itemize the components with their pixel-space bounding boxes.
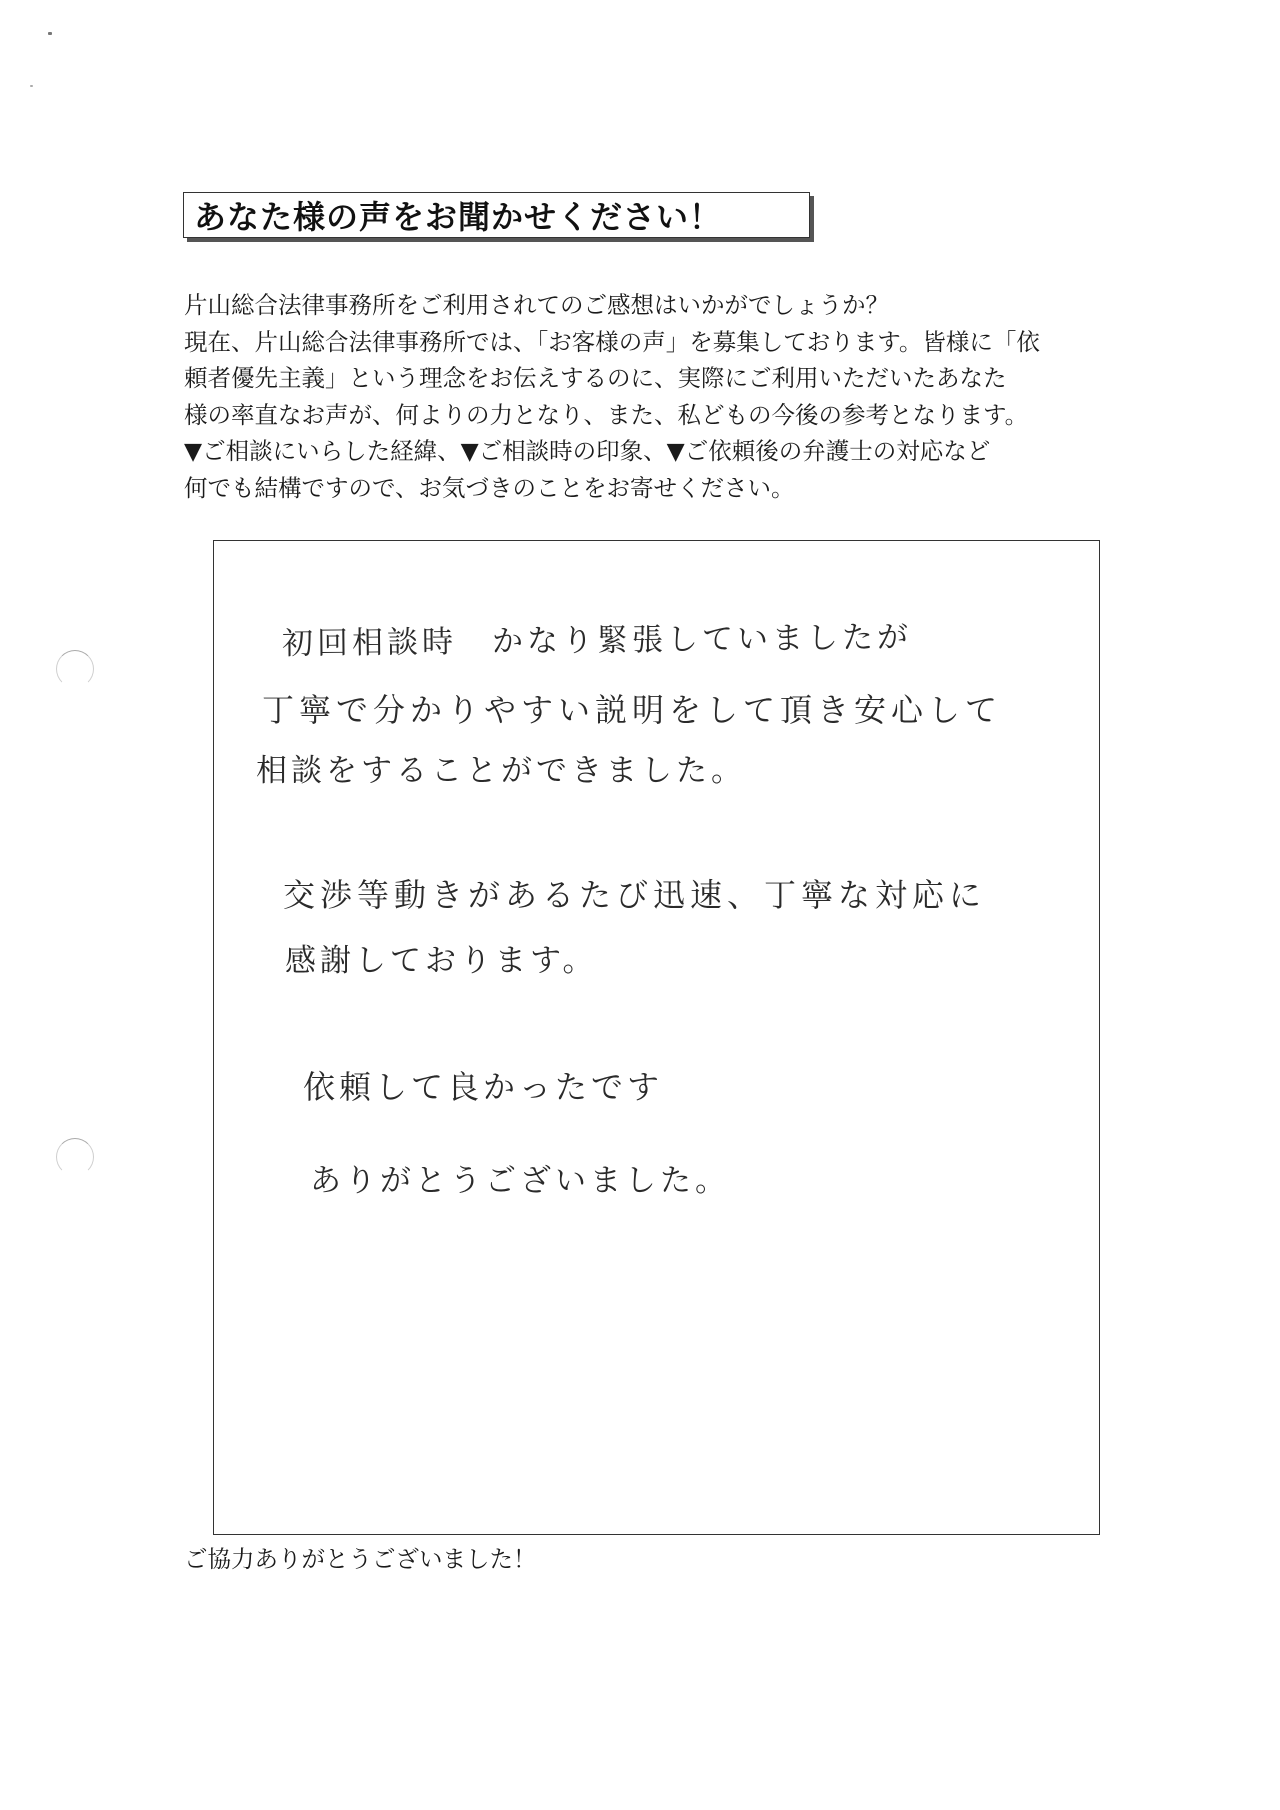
punch-hole bbox=[56, 1138, 94, 1176]
title-box bbox=[183, 192, 810, 238]
intro-line: 片山総合法律事務所をご利用されてのご感想はいかがでしょうか？ bbox=[184, 291, 889, 319]
punch-hole bbox=[56, 650, 94, 688]
intro-line: 何でも結構ですので、お気づきのことをお寄せください。 bbox=[184, 473, 795, 502]
handwritten-line: ありがとうございました。 bbox=[310, 1163, 730, 1199]
scan-speck bbox=[48, 32, 52, 35]
handwritten-line: 感謝しております。 bbox=[285, 943, 598, 979]
scan-speck bbox=[30, 85, 33, 87]
handwritten-line: 初回相談時 かなり緊張していましたが bbox=[281, 619, 913, 662]
page-title: あなた様の声をお聞かせください！ bbox=[194, 198, 723, 236]
handwritten-line: 依頼して良かったです bbox=[303, 1068, 664, 1106]
intro-line: 様の率直なお声が、何よりの力となり、また、私どもの今後の参考となります。 bbox=[184, 400, 1029, 429]
handwritten-line: 交渉等動きがあるたび迅速、丁寧な対応に bbox=[283, 876, 987, 914]
intro-line: 現在、片山総合法律事務所では、「お客様の声」を募集しております。皆様に「依 bbox=[184, 327, 1040, 356]
intro-line: 頼者優先主義」という理念をお伝えするのに、実際にご利用いただいたあなた bbox=[184, 364, 1007, 392]
handwritten-line: 相談をすることができました。 bbox=[256, 753, 746, 789]
footer-thanks: ご協力ありがとうございました！ bbox=[184, 1545, 537, 1573]
intro-paragraph bbox=[184, 287, 1114, 506]
intro-line: ▼ご相談にいらした経緯、▼ご相談時の印象、▼ご依頼後の弁護士の対応など bbox=[184, 437, 991, 465]
handwritten-line: 丁寧で分かりやすい説明をして頂き安心して bbox=[262, 691, 1003, 729]
